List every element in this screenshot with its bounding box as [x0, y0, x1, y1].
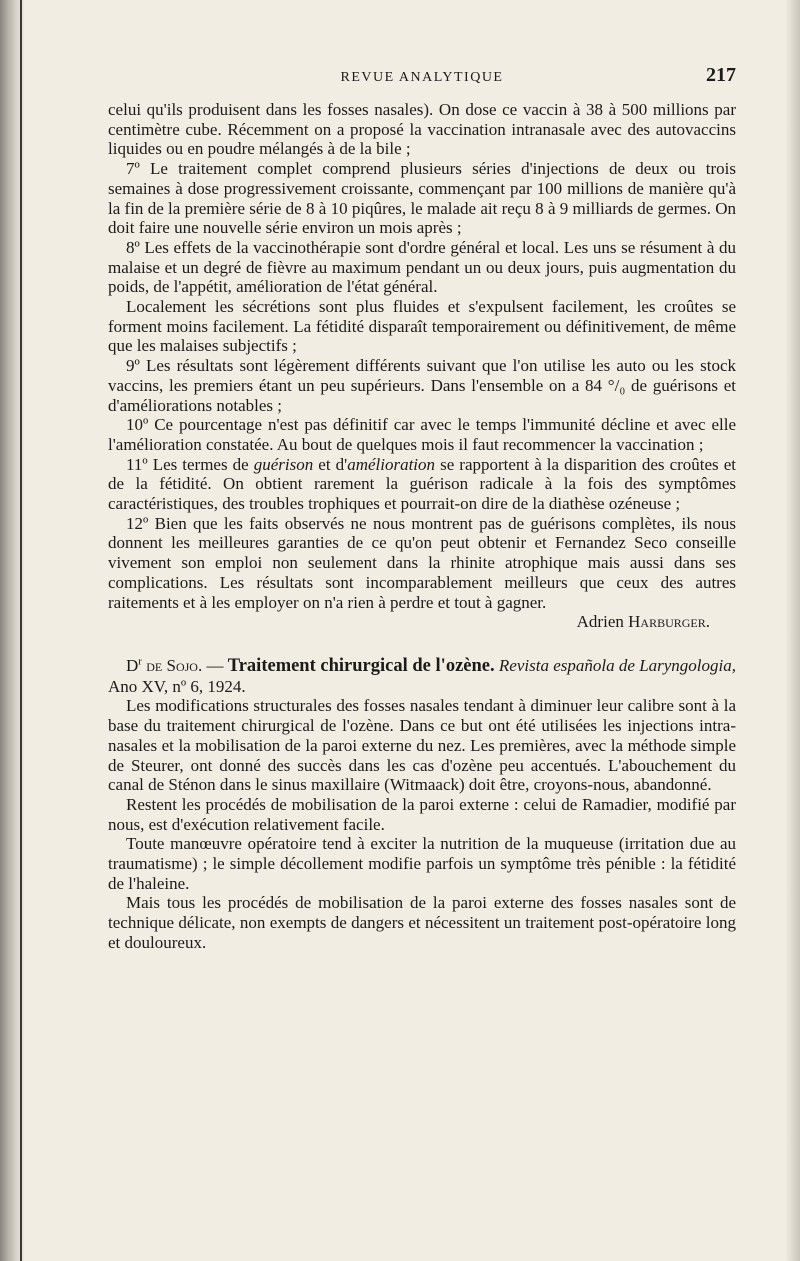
article-citation: Ano XV, nº 6, 1924. [108, 676, 246, 696]
page-header [108, 66, 736, 90]
signature-last-name: Harburger. [628, 612, 710, 632]
article-heading [108, 656, 736, 696]
article-title: Traitement chirurgical de l'ozène. [227, 655, 495, 676]
article-author-prefix: D [126, 655, 139, 675]
signature-first-name: Adrien [576, 612, 629, 632]
term-guerison: guérison [253, 454, 314, 474]
paragraph-point-9: 9º Les résultats sont légèrement différents suivant que l'on utilise les auto ou les stock vaccins, les premiers étant un peu supérieurs. Dans l'ensemble on a 84 °/₀ de guérisons et d'améliorations notables ; [108, 356, 736, 415]
article-paragraph-1: Les modifications structurales des fosses nasales tendant à diminuer leur calibre sont à la base du traitement chirurgical de l'ozène. Dans ce but ont été utilisées les injections intra-nasales et la mobilisation de la paroi externe du nez. Les premières, avec la méthode simple de Steurer, ont donné des succès dans les cas d'ozène peu accentués. L'abouchement du canal de Sténon dans le sinus maxillaire (Witmaack) doit être, croyons-nous, abandonné. [108, 696, 736, 795]
article-journal: Revista española de Laryngologia, [498, 655, 737, 675]
running-head: REVUE ANALYTIQUE [340, 70, 504, 85]
article-author-name: de Sojo. — [141, 655, 228, 675]
article-author-sup: r [138, 655, 142, 668]
article-paragraph-2: Restent les procédés de mobilisation de la paroi externe : celui de Ramadier, modifié par nous, est d'exécution relativement facile. [108, 794, 736, 834]
paragraph-vaccine-dose: celui qu'ils produisent dans les fosses nasales). On dose ce vaccin à 38 à 500 millions par centimètre cube. Récemment on a proposé la vaccination intranasale avec des autovaccins liquides ou en poudre mélangés à de la bile ; [108, 100, 736, 159]
page-number: 217 [706, 64, 736, 86]
article-paragraph-4: Mais tous les procédés de mobilisation de la paroi externe des fosses nasales sont de technique délicate, non exempts de dangers et nécessitent un traitement post-opératoire long et douloureux. [108, 893, 736, 952]
body-text [108, 100, 736, 953]
term-amelioration: amélioration [347, 454, 436, 474]
page-binding-edge [20, 0, 22, 1261]
article-paragraph-3: Toute manœuvre opératoire tend à exciter la nutrition de la muqueuse (irritation due au traumatisme) ; le simple décollement modifie parfois un symptôme très pénible : la fétidité de l'haleine. [108, 834, 736, 893]
signature [108, 612, 736, 632]
point-11-text-a: 11º Les termes de [126, 454, 254, 474]
paragraph-point-7: 7º Le traitement complet comprend plusieurs séries d'injections de deux ou trois semaines à dose progressivement croissante, commençant par 100 millions de manière qu'à la fin de la première série de 8 à 10 piqûres, le malade ait reçu 8 à 9 milliards de germes. On doit faire une nouvelle série environ un mois après ; [108, 159, 736, 238]
point-11-text-c: se rapportent à la disparition des croûtes et de la fétidité. On obtient rarement la guérison radicale à la fois des symptômes caractéristiques, des troubles trophiques et pourrait-on dire de la diathèse ozéneuse ; [108, 454, 736, 514]
page-right-edge [786, 0, 800, 1261]
paragraph-point-11 [108, 455, 736, 514]
point-11-text-b: et d' [313, 454, 348, 474]
paragraph-point-10: 10º Ce pourcentage n'est pas définitif car avec le temps l'immunité décline et avec elle l'amélioration constatée. Au bout de quelques mois il faut recommencer la vaccination ; [108, 415, 736, 454]
paragraph-point-12: 12º Bien que les faits observés ne nous montrent pas de guérisons complètes, ils nous donnent les meilleures garanties de ce qu'on peut obtenir et Fernandez Seco conseille vivement son emploi non seulement dans la rhinite atrophique mais aussi dans ses complications. Les résultats sont incomparablement meilleurs que ceux des autres raitements et à les employer on n'a rien à perdre et tout à gagner. [108, 513, 736, 612]
paragraph-point-8: 8º Les effets de la vaccinothérapie sont d'ordre général et local. Les uns se résument à du malaise et un degré de fièvre au maximum pendant un ou deux jours, puis augmentation du poids, de l'appétit, amélioration de l'état général. [108, 237, 736, 297]
paragraph-local-effects: Localement les sécrétions sont plus fluides et s'expulsent facilement, les croûtes se forment moins facilement. La fétidité disparaît temporairement ou définitivement, de même que les malaises subjectifs ; [108, 297, 736, 356]
